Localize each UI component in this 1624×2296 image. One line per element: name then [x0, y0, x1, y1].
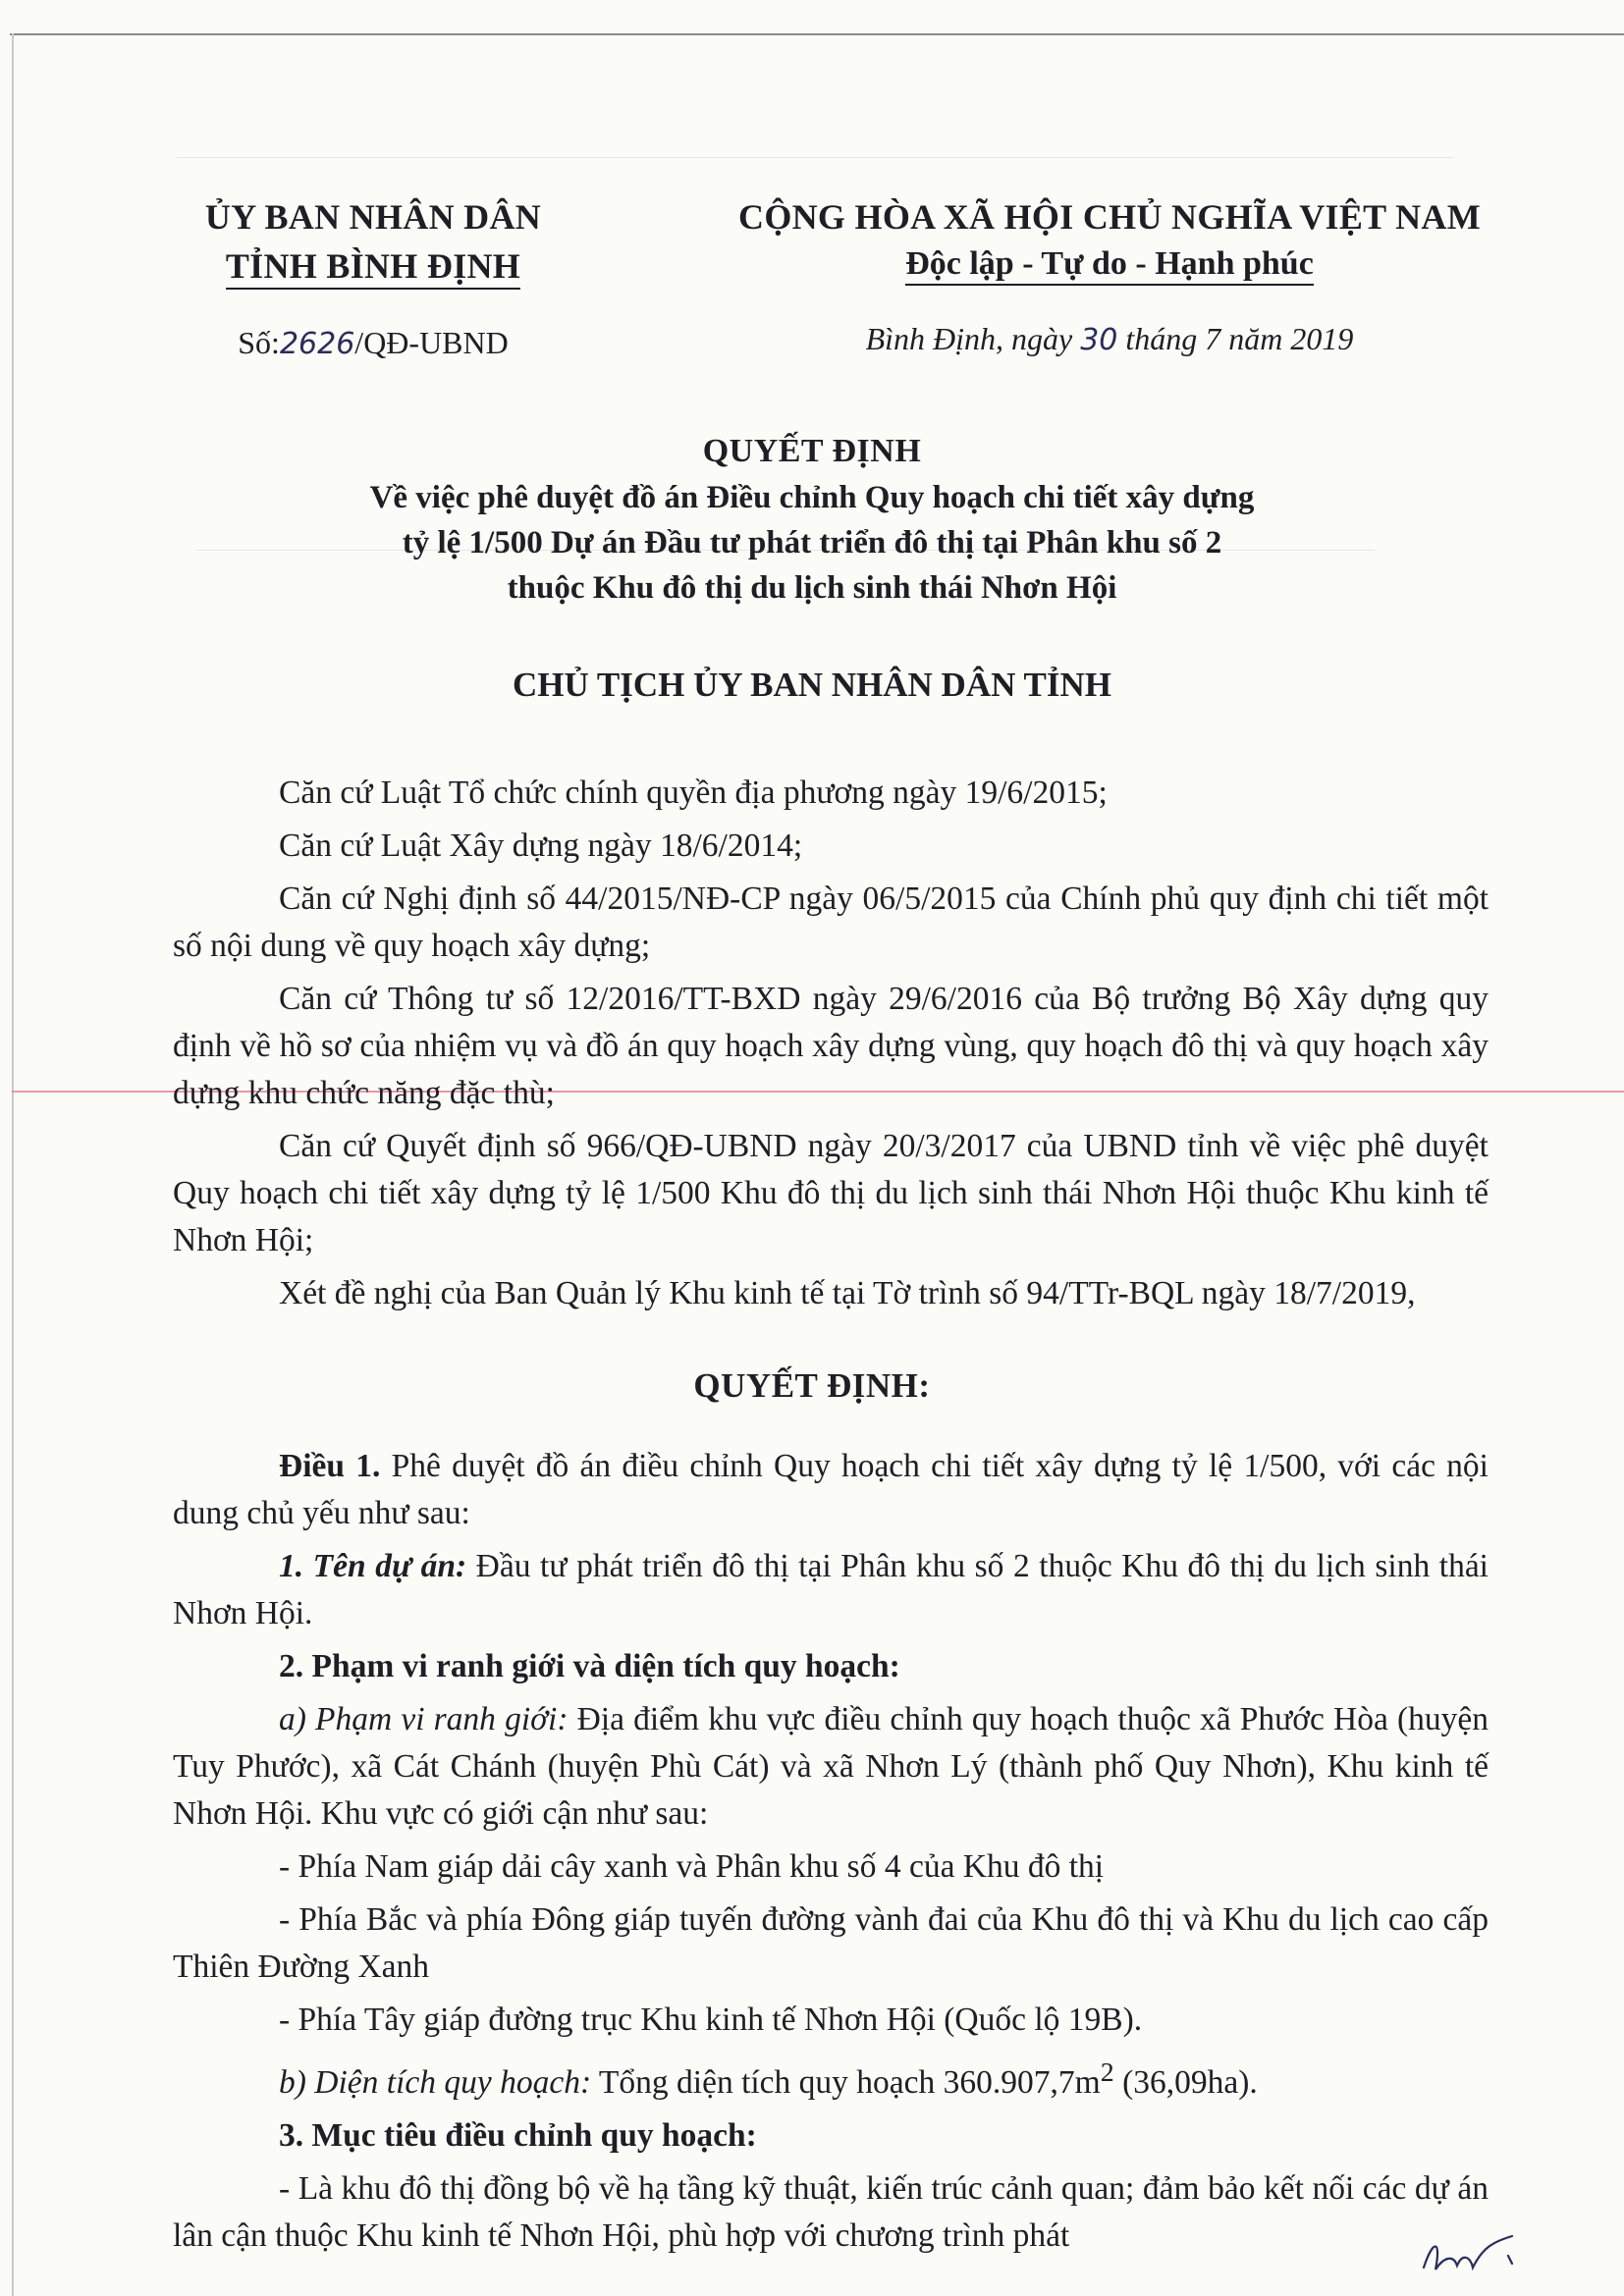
issue-date: Bình Định, ngày 30 tháng 7 năm 2019 [865, 321, 1354, 357]
article-1: Điều 1. Phê duyệt đồ án điều chỉnh Quy hoạch chi tiết xây dựng tỷ lệ 1/500, với các nội dung chủ yếu như sau: [173, 1448, 1489, 1531]
agency-line-1: ỦY BAN NHÂN DÂN [204, 197, 542, 237]
recital: Căn cứ Luật Tổ chức chính quyền địa phương ngày 19/6/2015; [279, 774, 1108, 811]
recital: Căn cứ Thông tư số 12/2016/TT-BXD ngày 29/6/2016 của Bộ trưởng Bộ Xây dựng quy định về hồ sơ của nhiệm vụ và đồ án quy hoạch xây dựng vùng, quy hoạch đô thị và quy hoạch xây dựng khu chức năng đặc thù; [173, 981, 1489, 1111]
recital: Căn cứ Quyết định số 966/QĐ-UBND ngày 20/3/2017 của UBND tỉnh về việc phê duyệt Quy hoạch chi tiết xây dựng tỷ lệ 1/500 Khu đô thị du lịch sinh thái Nhơn Hội thuộc Khu kinh tế Nhơn Hội; [173, 1128, 1489, 1258]
item-3-text: - Là khu đô thị đồng bộ về hạ tầng kỹ thuật, kiến trúc cảnh quan; đảm bảo kết nối các dự án lân cận thuộc Khu kinh tế Nhơn Hội, phù hợp với chương trình phát [173, 2170, 1489, 2255]
scan-edge-left [12, 33, 14, 2296]
item-2-heading: 2. Phạm vi ranh giới và diện tích quy hoạch: [279, 1648, 900, 1684]
item-2b: b) Diện tích quy hoạch: Tổng diện tích quy hoạch $360.907,7m^2$ (36,09ha). [279, 2057, 1258, 2102]
boundary-north-east: - Phía Bắc và phía Đông giáp tuyến đường vành đai của Khu đô thị và Khu du lịch cao cấp Thiên Đường Xanh [173, 1901, 1489, 1985]
recital: Xét đề nghị của Ban Quản lý Khu kinh tế tại Tờ trình số 94/TTr-BQL ngày 18/7/2019, [279, 1275, 1416, 1311]
article-body [173, 1443, 1489, 2266]
title-line-1: Về việc phê duyệt đồ án Điều chỉnh Quy hoạch chi tiết xây dựng [369, 480, 1255, 515]
scan-edge-top [10, 33, 1624, 35]
title-line-3: thuộc Khu đô thị du lịch sinh thái Nhơn Hội [507, 570, 1117, 606]
decides-heading: QUYẾT ĐỊNH: [693, 1366, 931, 1405]
handwritten-day: 30 [1080, 323, 1118, 357]
issuing-agency [196, 192, 550, 367]
national-header [727, 192, 1492, 363]
national-motto: Độc lập - Tự do - Hạnh phúc [905, 245, 1314, 286]
document-number: Số:2626/QĐ-UBND [238, 325, 509, 361]
handwritten-initials [1414, 2228, 1522, 2277]
handwritten-number: 2626 [279, 327, 355, 361]
recitals [173, 770, 1489, 1323]
title-heading: QUYẾT ĐỊNH [702, 433, 922, 469]
item-2a: a) Phạm vi ranh giới: Địa điểm khu vực điều chỉnh quy hoạch thuộc xã Phước Hòa (huyện Tuy Phước), xã Cát Chánh (huyện Phù Cát) và xã Nhơn Lý (thành phố Quy Nhơn), Khu kinh tế Nhơn Hội. Khu vực có giới cận như sau: [173, 1701, 1489, 1832]
country-name: CỘNG HÒA XÃ HỘI CHỦ NGHĨA VIỆT NAM [738, 197, 1481, 237]
boundary-west: - Phía Tây giáp đường trục Khu kinh tế Nhơn Hội (Quốc lộ 19B). [279, 2002, 1143, 2038]
item-3-heading: 3. Mục tiêu điều chỉnh quy hoạch: [279, 2117, 757, 2155]
recital: Căn cứ Nghị định số 44/2015/NĐ-CP ngày 06/5/2015 của Chính phủ quy định chi tiết một số nội dung về quy hoạch xây dựng; [173, 881, 1489, 964]
title-line-2: tỷ lệ 1/500 Dự án Đầu tư phát triển đô thị tại Phân khu số 2 [402, 525, 1222, 561]
authority-heading: CHỦ TỊCH ỦY BAN NHÂN DÂN TỈNH [513, 666, 1111, 704]
agency-line-2: TỈNH BÌNH ĐỊNH [226, 246, 520, 290]
recital: Căn cứ Luật Xây dựng ngày 18/6/2014; [279, 828, 803, 864]
document-title [0, 428, 1624, 611]
boundary-south: - Phía Nam giáp dải cây xanh và Phân khu số 4 của Khu đô thị [279, 1848, 1105, 1885]
bleed-through [177, 157, 1453, 158]
item-1: 1. Tên dự án: Đầu tư phát triển đô thị tại Phân khu số 2 thuộc Khu đô thị du lịch sinh thái Nhơn Hội. [173, 1548, 1489, 1631]
